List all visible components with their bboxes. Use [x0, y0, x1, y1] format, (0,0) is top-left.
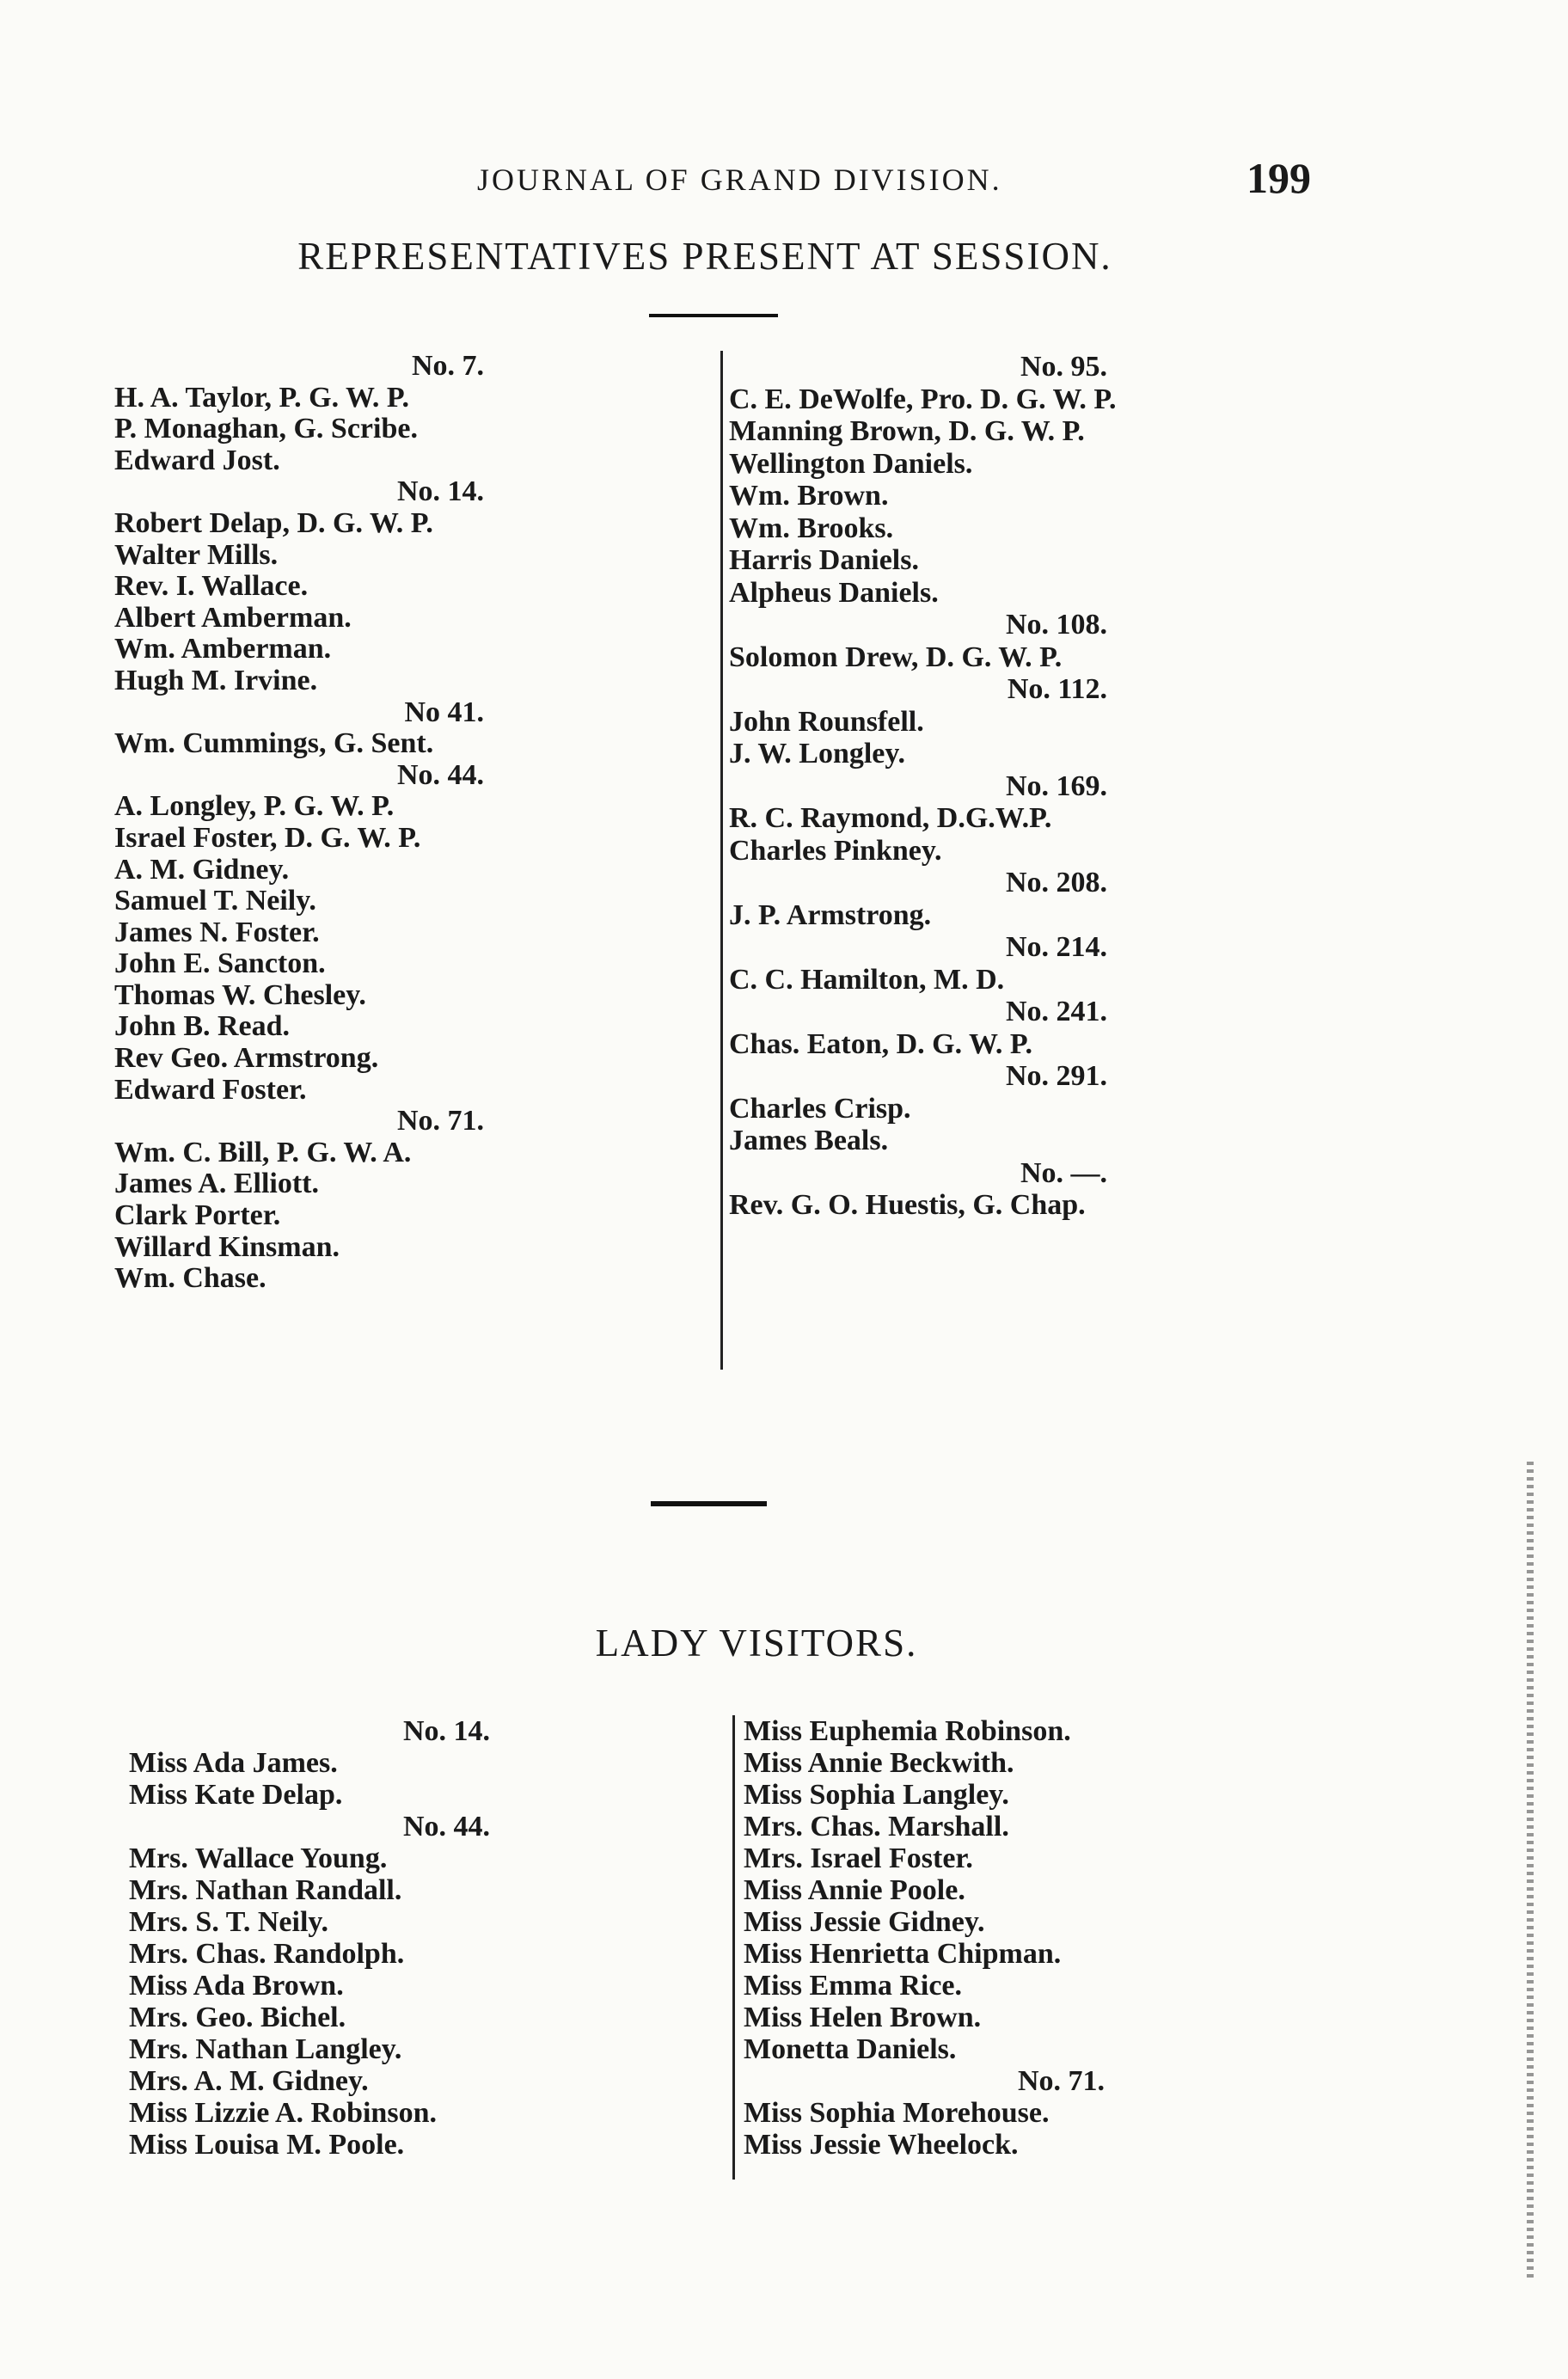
division-number-heading: No. 112.	[1007, 673, 1107, 705]
division-number-heading: No. 291.	[1005, 1060, 1107, 1092]
member-name: Miss Ada Brown.	[129, 1970, 344, 2002]
lady-visitors-title: LADY VISITORS.	[595, 1622, 918, 1665]
lady-visitors-right-column	[744, 1715, 1105, 2161]
member-name: A. Longley, P. G. W. P.	[114, 790, 395, 823]
member-name: John B. Read.	[114, 1010, 291, 1043]
member-name: Rev. G. O. Huestis, G. Chap.	[729, 1189, 1086, 1221]
scan-edge-mark	[1527, 1462, 1534, 2278]
member-name: Miss Louisa M. Poole.	[129, 2129, 405, 2161]
member-name: J. P. Armstrong.	[729, 898, 932, 931]
member-name: J. W. Longley.	[729, 738, 906, 769]
representatives-right-column	[729, 351, 1117, 1222]
division-number-heading: No. 71.	[396, 1105, 484, 1137]
member-name: Wm. Amberman.	[114, 633, 332, 665]
member-name: Mrs. A. M. Gidney.	[129, 2065, 369, 2097]
member-name: Miss Sophia Langley.	[744, 1779, 1009, 1811]
division-number-heading: No. 95.	[1020, 351, 1107, 383]
division-number-heading: No. 71.	[1017, 2065, 1105, 2097]
member-name: Mrs. Nathan Langley.	[129, 2033, 402, 2065]
member-name: Wm. Chase.	[114, 1262, 266, 1295]
division-number-heading: No. 14.	[402, 1715, 490, 1747]
member-name: James A. Elliott.	[114, 1168, 319, 1200]
member-name: Mrs. S. T. Neily.	[129, 1906, 329, 1938]
member-name: Wm. Brooks.	[729, 512, 894, 544]
member-name: Miss Ada James.	[129, 1747, 338, 1779]
member-name: Mrs. Israel Foster.	[744, 1842, 973, 1874]
member-name: Alpheus Daniels.	[729, 576, 939, 609]
member-name: Mrs. Wallace Young.	[129, 1842, 388, 1874]
column-divider	[732, 1715, 735, 2180]
member-name: Miss Lizzie A. Robinson.	[129, 2097, 437, 2129]
division-number-heading: No. 14.	[396, 475, 484, 508]
member-name: Willard Kinsman.	[114, 1230, 340, 1263]
member-name: Miss Helen Brown.	[744, 2002, 982, 2033]
member-name: Clark Porter.	[114, 1199, 281, 1232]
member-name: Mrs. Geo. Bichel.	[129, 2002, 346, 2033]
member-name: C. C. Hamilton, M. D.	[729, 963, 1005, 996]
member-name: Thomas W. Chesley.	[114, 978, 366, 1011]
member-name: A. M. Gidney.	[114, 853, 290, 886]
member-name: James N. Foster.	[114, 916, 320, 948]
division-number-heading: No. 44.	[396, 758, 484, 791]
member-name: Rev Geo. Armstrong.	[114, 1042, 379, 1075]
member-name: Edward Jost.	[114, 444, 280, 476]
member-name: Solomon Drew, D. G. W. P.	[729, 641, 1063, 673]
member-name: Wm. Brown.	[729, 480, 889, 512]
member-name: Mrs. Chas. Randolph.	[129, 1938, 405, 1970]
member-name: James Beals.	[729, 1125, 889, 1156]
member-name: Miss Euphemia Robinson.	[744, 1715, 1071, 1747]
member-name: R. C. Raymond, D.G.W.P.	[729, 802, 1052, 834]
division-number-heading: No. 241.	[1005, 996, 1107, 1027]
representatives-title: REPRESENTATIVES PRESENT AT SESSION.	[297, 235, 1112, 278]
member-name: H. A. Taylor, P. G. W. P.	[114, 381, 409, 414]
lady-visitors-left-column	[129, 1715, 490, 2161]
division-number-heading: No 41.	[404, 696, 484, 728]
section-separator-rule	[651, 1501, 767, 1506]
member-name: Samuel T. Neily.	[114, 885, 316, 917]
member-name: Robert Delap, D. G. W. P.	[114, 506, 433, 539]
member-name: John E. Sancton.	[114, 947, 326, 980]
member-name: Charles Crisp.	[729, 1092, 911, 1125]
member-name: Miss Henrietta Chipman.	[744, 1938, 1062, 1970]
division-number-heading: No. 214.	[1005, 931, 1107, 963]
member-name: Harris Daniels.	[729, 544, 919, 576]
member-name: Miss Annie Poole.	[744, 1874, 965, 1906]
division-number-heading: No. 169.	[1005, 769, 1107, 802]
member-name: C. E. DeWolfe, Pro. D. G. W. P.	[729, 383, 1117, 415]
member-name: Manning Brown, D. G. W. P.	[729, 415, 1085, 447]
member-name: Mrs. Chas. Marshall.	[744, 1811, 1009, 1842]
column-divider	[720, 351, 723, 1370]
title-rule-short	[649, 314, 778, 317]
representatives-left-column	[114, 351, 484, 1295]
header-title: JOURNAL OF GRAND DIVISION.	[477, 162, 1002, 197]
member-name: P. Monaghan, G. Scribe.	[114, 413, 418, 445]
member-name: Miss Kate Delap.	[129, 1779, 343, 1811]
member-name: Mrs. Nathan Randall.	[129, 1874, 402, 1906]
member-name: Miss Jessie Gidney.	[744, 1906, 985, 1938]
member-name: Wm. C. Bill, P. G. W. A.	[114, 1136, 412, 1168]
member-name: Charles Pinkney.	[729, 834, 942, 867]
member-name: Walter Mills.	[114, 538, 279, 571]
division-number-heading: No. 44.	[402, 1811, 490, 1842]
member-name: Monetta Daniels.	[744, 2033, 957, 2065]
member-name: Edward Foster.	[114, 1073, 307, 1106]
division-number-heading: No. —.	[1020, 1156, 1107, 1189]
member-name: Miss Sophia Morehouse.	[744, 2097, 1050, 2129]
member-name: Hugh M. Irvine.	[114, 664, 318, 696]
member-name: Wellington Daniels.	[729, 447, 973, 480]
division-number-heading: No. 7.	[411, 350, 484, 382]
page-number: 199	[1246, 154, 1311, 202]
division-number-heading: No. 108.	[1005, 609, 1107, 641]
member-name: Miss Emma Rice.	[744, 1970, 963, 2002]
member-name: Miss Jessie Wheelock.	[744, 2129, 1019, 2161]
member-name: John Rounsfell.	[729, 705, 924, 738]
member-name: Rev. I. Wallace.	[114, 570, 309, 603]
member-name: Miss Annie Beckwith.	[744, 1747, 1014, 1779]
member-name: Chas. Eaton, D. G. W. P.	[729, 1027, 1033, 1060]
division-number-heading: No. 208.	[1005, 867, 1107, 898]
member-name: Israel Foster, D. G. W. P.	[114, 821, 421, 854]
member-name: Albert Amberman.	[114, 601, 352, 634]
member-name: Wm. Cummings, G. Sent.	[114, 727, 434, 760]
